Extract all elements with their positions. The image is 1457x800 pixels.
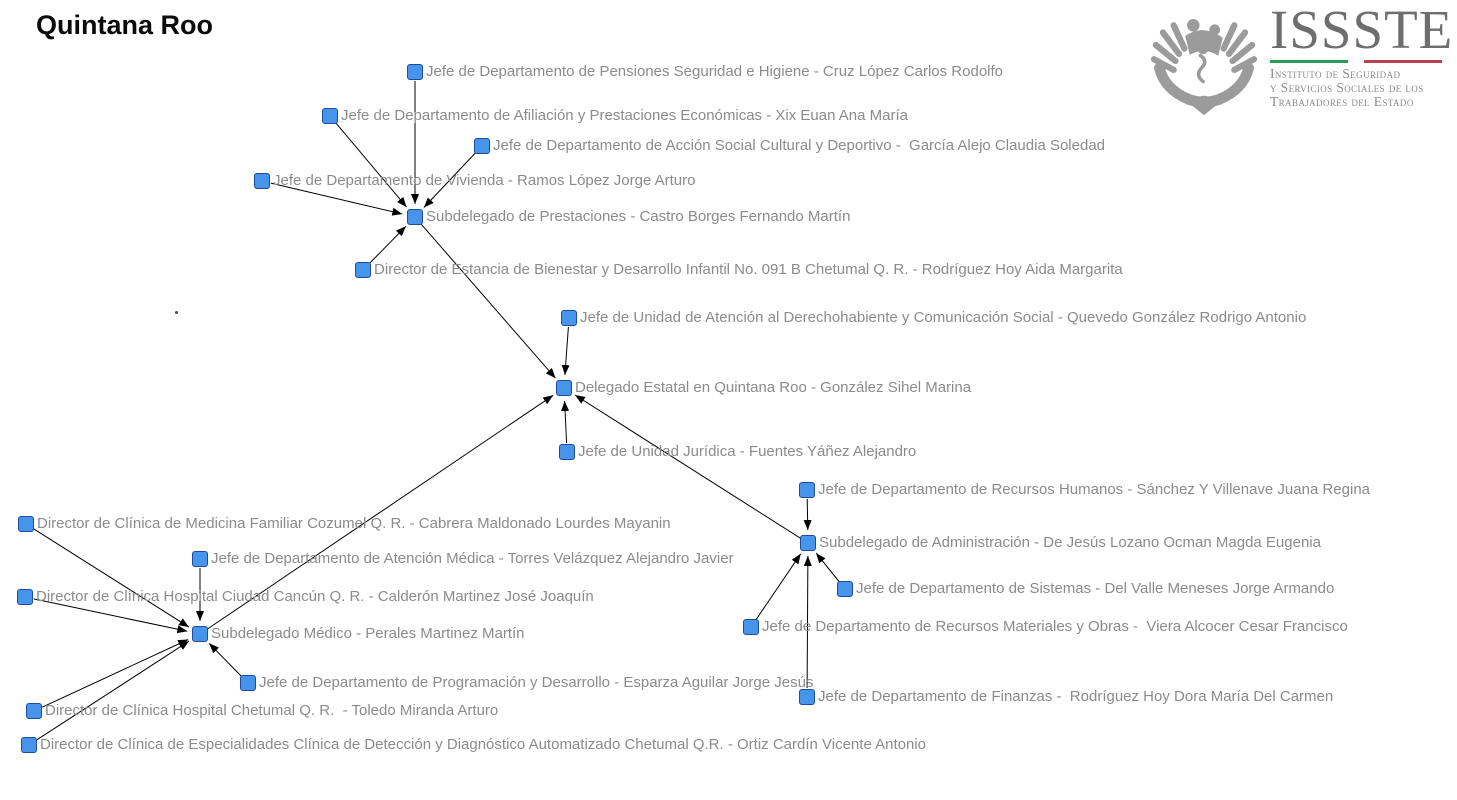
- org-node-estancia[interactable]: [355, 262, 371, 278]
- node-label-vivienda: Jefe de Departamento de Vivienda - Ramos López Jorge Arturo: [273, 172, 696, 189]
- node-label-estancia: Director de Estancia de Bienestar y Desarrollo Infantil No. 091 B Chetumal Q. R. - Rodríguez Hoy Aida Margarita: [374, 261, 1123, 278]
- edge-materiales-to-administracion: [756, 554, 801, 620]
- stray-dot: [175, 311, 178, 314]
- node-label-sistemas: Jefe de Departamento de Sistemas - Del Valle Meneses Jorge Armando: [856, 580, 1335, 597]
- org-node-medico[interactable]: [192, 626, 208, 642]
- node-label-atencion-medica: Jefe de Departamento de Atención Médica - Torres Velázquez Alejandro Javier: [211, 550, 734, 567]
- org-node-delegado[interactable]: [556, 380, 572, 396]
- node-label-programacion: Jefe de Departamento de Programación y Desarrollo - Esparza Aguilar Jorge Jesús: [259, 674, 814, 691]
- node-label-finanzas: Jefe de Departamento de Finanzas - Rodríguez Hoy Dora María Del Carmen: [818, 688, 1334, 705]
- logo-bars: [1270, 60, 1442, 63]
- issste-logo: [1146, 0, 1454, 118]
- issste-subtitle-line: Trabajadores del Estado: [1270, 94, 1414, 109]
- node-label-prestaciones: Subdelegado de Prestaciones - Castro Borges Fernando Martín: [426, 208, 851, 225]
- issste-hands-logo-icon: [1146, 4, 1262, 118]
- node-label-cozumel: Director de Clínica de Medicina Familiar Cozumel Q. R. - Cabrera Maldonado Lourdes Mayanin: [37, 515, 671, 532]
- edge-cozumel-to-medico: [34, 529, 189, 627]
- org-node-pensiones[interactable]: [407, 64, 423, 80]
- edge-sistemas-to-administracion: [816, 553, 839, 582]
- org-node-materiales[interactable]: [743, 619, 759, 635]
- org-node-especialidades[interactable]: [21, 737, 37, 753]
- org-node-sistemas[interactable]: [837, 581, 853, 597]
- logo-red-bar: [1364, 60, 1442, 63]
- org-node-vivienda[interactable]: [254, 173, 270, 189]
- node-label-accion-social: Jefe de Departamento de Acción Social Cultural y Deportivo - García Alejo Claudia Soledad: [493, 137, 1106, 154]
- node-label-juridica: Jefe de Unidad Jurídica - Fuentes Yáñez Alejandro: [578, 443, 917, 460]
- node-label-delegado: Delegado Estatal en Quintana Roo - González Sihel Marina: [575, 379, 972, 396]
- edge-recursos-humanos-to-administracion: [807, 499, 808, 530]
- org-node-prestaciones[interactable]: [407, 209, 423, 225]
- node-label-materiales: Jefe de Departamento de Recursos Materiales y Obras - Viera Alcocer Cesar Francisco: [762, 618, 1348, 635]
- node-label-administracion: Subdelegado de Administración - De Jesús Lozano Ocman Magda Eugenia: [819, 534, 1321, 551]
- issste-subtitle-line: Instituto de Seguridad: [1270, 66, 1401, 81]
- org-node-afiliacion[interactable]: [322, 108, 338, 124]
- org-node-juridica[interactable]: [559, 444, 575, 460]
- node-label-especialidades: Director de Clínica de Especialidades Clínica de Detección y Diagnóstico Automatizado Chetumal Q.R. - Ortiz Cardín Vicente Antonio: [40, 736, 926, 753]
- org-node-recursos-humanos[interactable]: [799, 482, 815, 498]
- edge-programacion-to-medico: [209, 643, 242, 676]
- issste-wordmark: ISSSTE: [1270, 0, 1454, 60]
- edge-especialidades-to-medico: [37, 641, 190, 740]
- org-node-chetumal[interactable]: [26, 703, 42, 719]
- edge-estancia-to-prestaciones: [369, 226, 406, 263]
- node-label-afiliacion: Jefe de Departamento de Afiliación y Prestaciones Económicas - Xix Euan Ana María: [341, 107, 908, 124]
- node-label-atencion-dh: Jefe de Unidad de Atención al Derechohabiente y Comunicación Social - Quevedo González Rodrigo Antonio: [580, 309, 1307, 326]
- issste-subtitle: [1270, 67, 1450, 109]
- org-node-programacion[interactable]: [240, 675, 256, 691]
- node-label-recursos-humanos: Jefe de Departamento de Recursos Humanos - Sánchez Y Villenave Juana Regina: [818, 481, 1371, 498]
- edge-atencion-dh-to-delegado: [565, 327, 569, 375]
- edge-juridica-to-delegado: [565, 401, 567, 443]
- org-node-cancun[interactable]: [17, 589, 33, 605]
- logo-green-bar: [1270, 60, 1348, 63]
- node-label-pensiones: Jefe de Departamento de Pensiones Seguridad e Higiene - Cruz López Carlos Rodolfo: [426, 63, 1004, 80]
- org-node-accion-social[interactable]: [474, 138, 490, 154]
- edge-chetumal-to-medico: [42, 640, 188, 708]
- node-label-cancun: Director de Clínica Hospital Ciudad Cancún Q. R. - Calderón Martinez José Joaquín: [36, 588, 594, 605]
- node-label-medico: Subdelegado Médico - Perales Martinez Martín: [211, 625, 525, 642]
- org-node-administracion[interactable]: [800, 535, 816, 551]
- page-title: Quintana Roo: [36, 10, 213, 40]
- org-node-atencion-dh[interactable]: [561, 310, 577, 326]
- org-node-atencion-medica[interactable]: [192, 551, 208, 567]
- edge-prestaciones-to-delegado: [421, 224, 556, 378]
- org-node-cozumel[interactable]: [18, 516, 34, 532]
- node-label-chetumal: Director de Clínica Hospital Chetumal Q. R. - Toledo Miranda Arturo: [45, 702, 499, 719]
- issste-subtitle-line: y Servicios Sociales de los: [1270, 80, 1424, 95]
- edge-afiliacion-to-prestaciones: [336, 123, 407, 207]
